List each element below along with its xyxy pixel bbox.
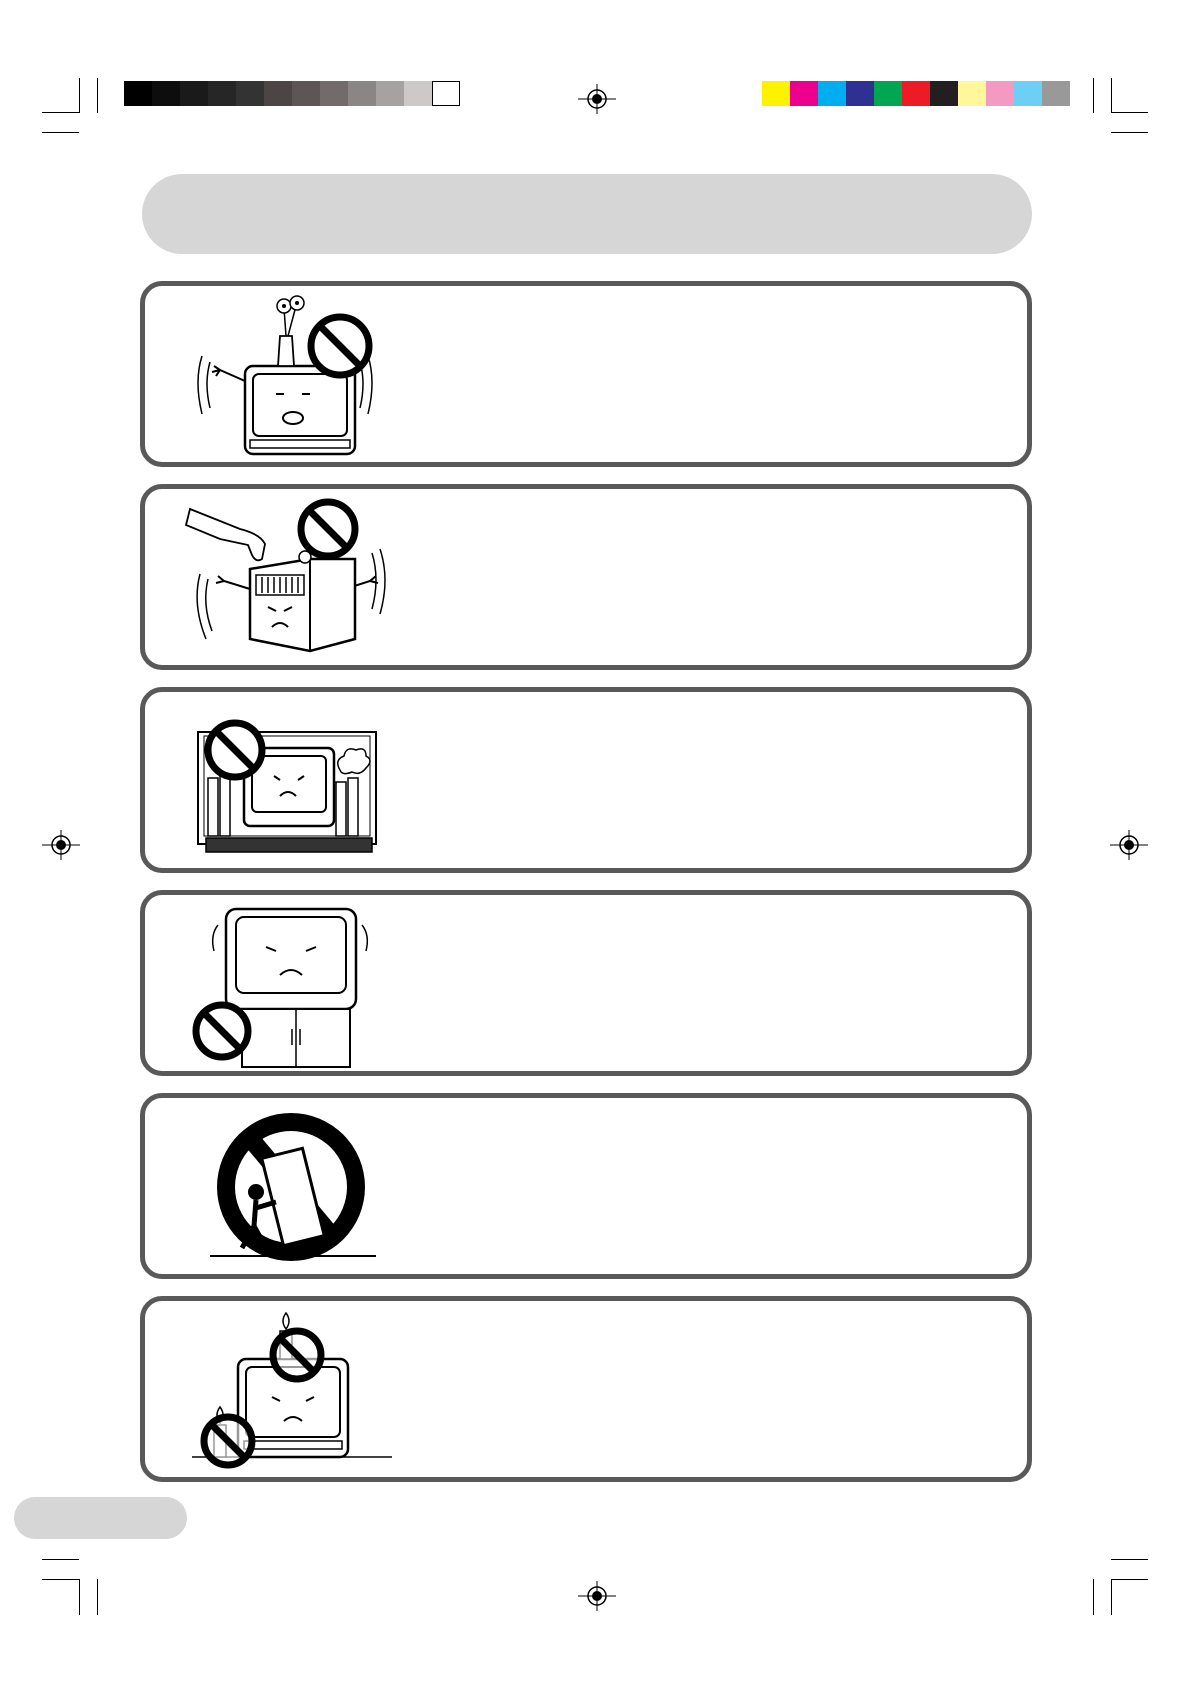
crop-mark <box>42 132 79 133</box>
color-swatch <box>432 81 460 106</box>
crop-mark <box>1111 132 1148 133</box>
tv-with-flower-vase-prohibited-icon <box>180 286 400 462</box>
crop-mark <box>1111 112 1148 113</box>
registration-target-icon <box>1110 830 1148 860</box>
crop-mark <box>42 112 79 113</box>
color-swatch <box>124 81 152 106</box>
color-swatch <box>180 81 208 106</box>
color-swatch <box>208 81 236 106</box>
color-swatch <box>790 81 818 106</box>
color-swatch <box>818 81 846 106</box>
warning-panel <box>140 281 1032 467</box>
page-number-tab <box>14 1497 187 1539</box>
color-swatch <box>958 81 986 106</box>
tv-on-unstable-stand-prohibited-icon <box>180 895 400 1071</box>
crop-mark <box>1111 1559 1148 1560</box>
color-swatch <box>152 81 180 106</box>
crop-mark <box>79 1579 80 1615</box>
cart-tip-over-prohibited-icon <box>180 1098 400 1274</box>
crop-mark <box>1111 1579 1112 1615</box>
color-swatch <box>846 81 874 106</box>
color-swatch <box>376 81 404 106</box>
crop-mark <box>42 1559 79 1560</box>
tv-in-enclosed-shelf-prohibited-icon <box>180 692 400 868</box>
color-swatch <box>236 81 264 106</box>
color-swatch <box>986 81 1014 106</box>
color-swatch <box>264 81 292 106</box>
crop-mark <box>42 1579 79 1580</box>
tv-with-candle-prohibited-icon <box>180 1301 410 1477</box>
registration-target-icon <box>42 830 80 860</box>
warning-panel <box>140 1296 1032 1482</box>
crop-mark <box>1111 1579 1148 1580</box>
color-swatch <box>348 81 376 106</box>
crop-mark <box>1093 1579 1094 1615</box>
crop-mark <box>1093 78 1094 113</box>
hand-on-tv-rear-vent-prohibited-icon <box>180 489 400 665</box>
registration-target-icon <box>578 1581 616 1611</box>
warning-panel <box>140 890 1032 1076</box>
color-swatch <box>292 81 320 106</box>
warning-panel <box>140 687 1032 873</box>
color-swatch <box>762 81 790 106</box>
crop-mark <box>97 1579 98 1615</box>
registration-target-icon <box>578 84 616 114</box>
color-swatch <box>1014 81 1042 106</box>
color-swatch <box>1042 81 1070 106</box>
color-swatch <box>930 81 958 106</box>
crop-mark <box>79 78 80 113</box>
warning-panel <box>140 1093 1032 1279</box>
header-band <box>142 174 1032 254</box>
color-swatch <box>404 81 432 106</box>
warning-panel <box>140 484 1032 670</box>
color-swatch <box>320 81 348 106</box>
color-swatch <box>902 81 930 106</box>
color-swatch <box>874 81 902 106</box>
crop-mark <box>97 78 98 113</box>
crop-mark <box>1111 78 1112 113</box>
